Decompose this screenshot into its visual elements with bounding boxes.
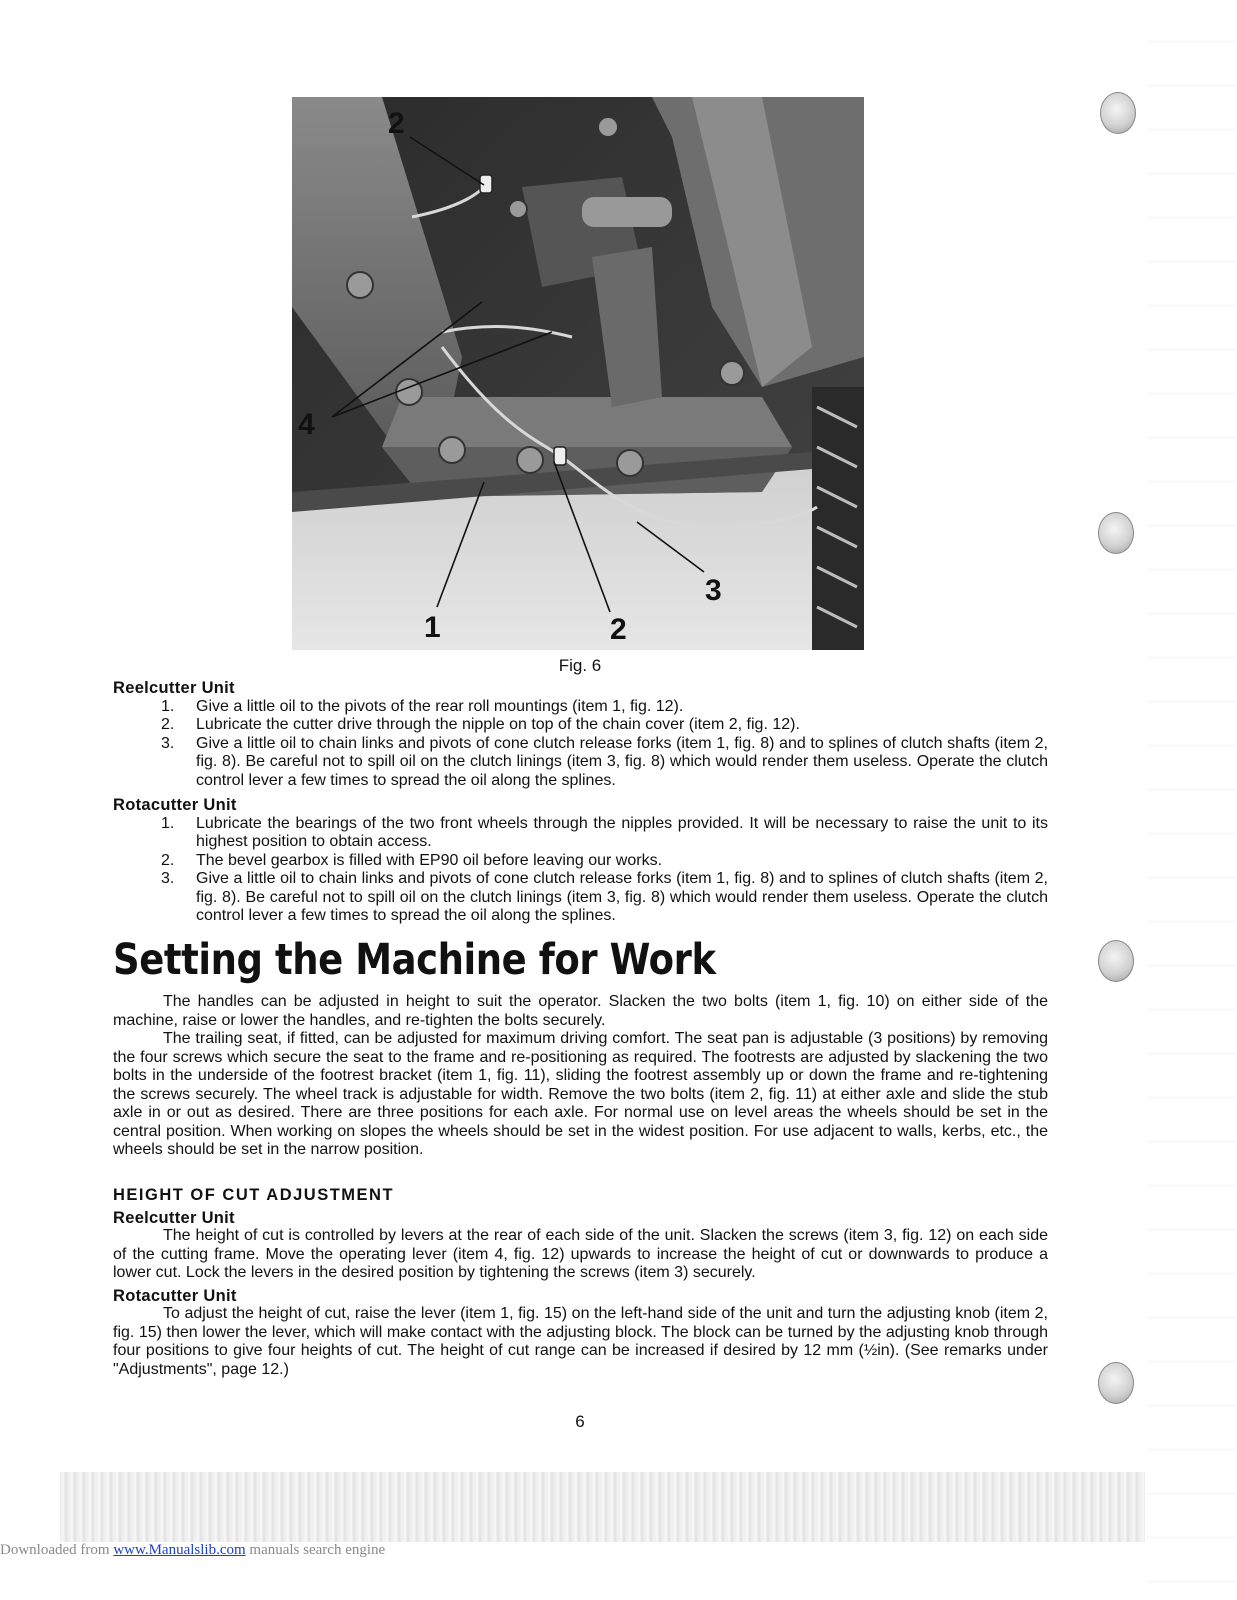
reelcutter-lubrication-section bbox=[113, 679, 1048, 790]
item-number: 2. bbox=[161, 851, 175, 869]
rotacutter-subheading: Rotacutter Unit bbox=[113, 796, 237, 814]
list-item bbox=[113, 698, 1048, 717]
list-item bbox=[113, 735, 1048, 791]
seat-paragraph: The trailing seat, if fitted, can be adjusted for maximum driving comfort. The seat pan is adjustable (3 positions) by removing the four screws which secure the seat to the frame and re-positioning as required. The footrests are adjusted by slackening the two bolts in the underside of the footrest bracket (item 1, fig. 11), sliding the footrest assembly up or down the frame and re-tightening the screws securely. The wheel track is adjustable for width. Remove the two bolts (item 2, fig. 11) at either axle and slide the stub axle in or out as desired. There are three positions for each axle. For normal use on level areas the wheels should be set in the central position. When working on slopes the wheels should be set in the widest position. For use adjacent to walls, kerbs, etc., the wheels should be set in the narrow position. bbox=[113, 1030, 1048, 1158]
rotacutter-height-paragraph: To adjust the height of cut, raise the lever (item 1, fig. 15) on the left-hand side of the unit and turn the adjusting knob (item 2, fig. 15) then lower the lever, which will make contact with the adjusting block. The block can be turned by the adjusting knob through four positions to give four heights of cut. The height of cut range can be increased if desired by 12 mm (½in). (See remarks under "Adjustments", page 12.) bbox=[113, 1305, 1048, 1378]
callout-3: 3 bbox=[705, 574, 722, 607]
footer-suffix: manuals search engine bbox=[245, 1542, 386, 1558]
item-number: 2. bbox=[161, 716, 175, 733]
item-text: Give a little oil to chain links and pivots of cone clutch release forks (item 1, fig. 8) and to splines of clutch shafts (item 2, fig. 8). Be careful not to spill oil on the clutch linings (item 3, fig. 8) which would render them useless. Operate the clutch control lever a few times to spread the oil along the splines. bbox=[196, 734, 1048, 789]
binder-hole bbox=[1098, 940, 1134, 982]
list-item bbox=[113, 815, 1048, 852]
height-of-cut-section bbox=[113, 1186, 1048, 1379]
item-number: 1. bbox=[161, 697, 175, 715]
footer-prefix: Downloaded from bbox=[0, 1542, 114, 1558]
scan-artifact bbox=[1147, 0, 1237, 1600]
item-number: 3. bbox=[161, 870, 175, 887]
page-title: Setting the Machine for Work bbox=[113, 935, 716, 985]
reelcutter-subheading: Reelcutter Unit bbox=[113, 1208, 235, 1227]
page-number: 6 bbox=[575, 1412, 585, 1431]
rotacutter-lubrication-section bbox=[113, 796, 1048, 926]
item-text: Give a little oil to chain links and pivots of cone clutch release forks (item 1, fig. 8) and to splines of clutch shafts (item 2, fig. 8). Be careful not to spill oil on the clutch linings (item 3, fig. 8) which would render them useless. Operate the clutch control lever a few times to spread the oil along the splines. bbox=[196, 870, 1048, 924]
manualslib-link[interactable]: www.Manualslib.com bbox=[113, 1542, 246, 1558]
item-number: 3. bbox=[161, 734, 175, 752]
list-item bbox=[113, 870, 1048, 926]
callout-4: 4 bbox=[298, 408, 315, 441]
reelcutter-list bbox=[113, 698, 1048, 791]
callout-2-top: 2 bbox=[388, 107, 405, 140]
download-footer bbox=[0, 1542, 385, 1559]
list-item bbox=[113, 852, 1048, 871]
figure-6-photo bbox=[292, 97, 864, 650]
callout-2-bottom: 2 bbox=[610, 613, 627, 646]
binder-hole bbox=[1100, 92, 1136, 134]
item-text: Lubricate the cutter drive through the nipple on top of the chain cover (item 2, fig. 12). bbox=[196, 716, 800, 733]
callout-1: 1 bbox=[424, 611, 441, 644]
height-of-cut-heading: HEIGHT OF CUT ADJUSTMENT bbox=[113, 1186, 395, 1204]
handles-paragraph: The handles can be adjusted in height to suit the operator. Slacken the two bolts (item 1, fig. 10) on either side of the machine, raise or lower the handles, and re-tighten the bolts securely. bbox=[113, 993, 1048, 1029]
setting-section bbox=[113, 993, 1048, 1160]
figure-caption: Fig. 6 bbox=[558, 656, 602, 675]
item-text: Give a little oil to the pivots of the rear roll mountings (item 1, fig. 12). bbox=[196, 697, 684, 715]
scan-artifact-band bbox=[60, 1472, 1145, 1542]
reelcutter-subheading: Reelcutter Unit bbox=[113, 679, 235, 697]
rotacutter-list bbox=[113, 815, 1048, 926]
binder-hole bbox=[1098, 1362, 1134, 1404]
rotacutter-subheading: Rotacutter Unit bbox=[113, 1286, 237, 1305]
machine-frame-illustration bbox=[292, 97, 864, 650]
reelcutter-height-paragraph: The height of cut is controlled by levers at the rear of each side of the unit. Slacken the screws (item 3, fig. 12) on each side of the cutting frame. Move the operating lever (item 4, fig. 12) upwards to increase the height of cut or downwards to produce a lower cut. Lock the levers in the desired position by tightening the screws (item 3) securely. bbox=[113, 1227, 1048, 1281]
item-text: The bevel gearbox is filled with EP90 oil before leaving our works. bbox=[196, 851, 663, 869]
list-item bbox=[113, 716, 1048, 735]
item-text: Lubricate the bearings of the two front wheels through the nipples provided. It will be necessary to raise the unit to its highest position to obtain access. bbox=[196, 814, 1048, 850]
item-number: 1. bbox=[161, 814, 175, 832]
binder-hole bbox=[1098, 512, 1134, 554]
